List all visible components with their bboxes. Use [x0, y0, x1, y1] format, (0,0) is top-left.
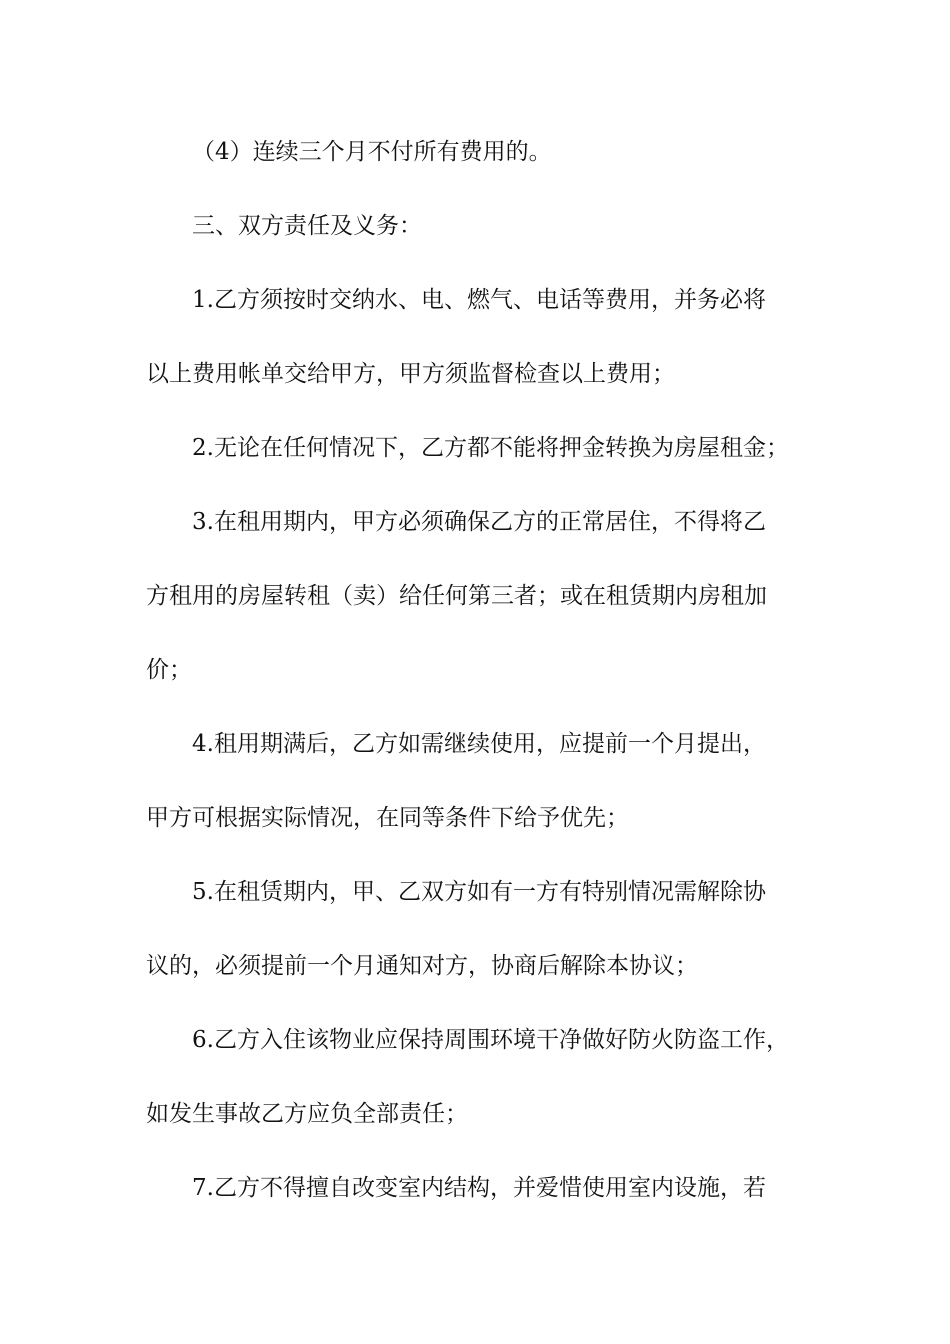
obligation-4-line-2: 甲方可根据实际情况，在同等条件下给予优先； [146, 805, 629, 831]
obligation-1-line-1: 1.乙方须按时交纳水、电、燃气、电话等费用，并务必将 [192, 287, 766, 313]
obligation-3-line-3: 价； [146, 657, 192, 683]
obligation-1-line-2: 以上费用帐单交给甲方，甲方须监督检查以上费用； [146, 361, 675, 387]
obligation-6-line-1: 6.乙方入住该物业应保持周围环境干净做好防火防盗工作， [192, 1027, 789, 1053]
obligation-4-line-1: 4.租用期满后，乙方如需继续使用，应提前一个月提出， [192, 731, 766, 757]
clause-4-item-4: （4）连续三个月不付所有费用的。 [192, 139, 552, 165]
obligation-3-line-2: 方租用的房屋转租（卖）给任何第三者；或在租赁期内房租加 [146, 583, 767, 609]
obligation-7-line-1: 7.乙方不得擅自改变室内结构，并爱惜使用室内设施，若 [192, 1175, 766, 1201]
obligation-5-line-2: 议的，必须提前一个月通知对方，协商后解除本协议； [146, 953, 698, 979]
obligation-2: 2.无论在任何情况下，乙方都不能将押金转换为房屋租金； [192, 435, 789, 461]
obligation-5-line-1: 5.在租赁期内，甲、乙双方如有一方有特别情况需解除协 [192, 879, 766, 905]
obligation-3-line-1: 3.在租用期内，甲方必须确保乙方的正常居住，不得将乙 [192, 509, 766, 535]
section-3-heading: 三、双方责任及义务： [192, 213, 422, 239]
obligation-6-line-2: 如发生事故乙方应负全部责任； [146, 1101, 468, 1127]
